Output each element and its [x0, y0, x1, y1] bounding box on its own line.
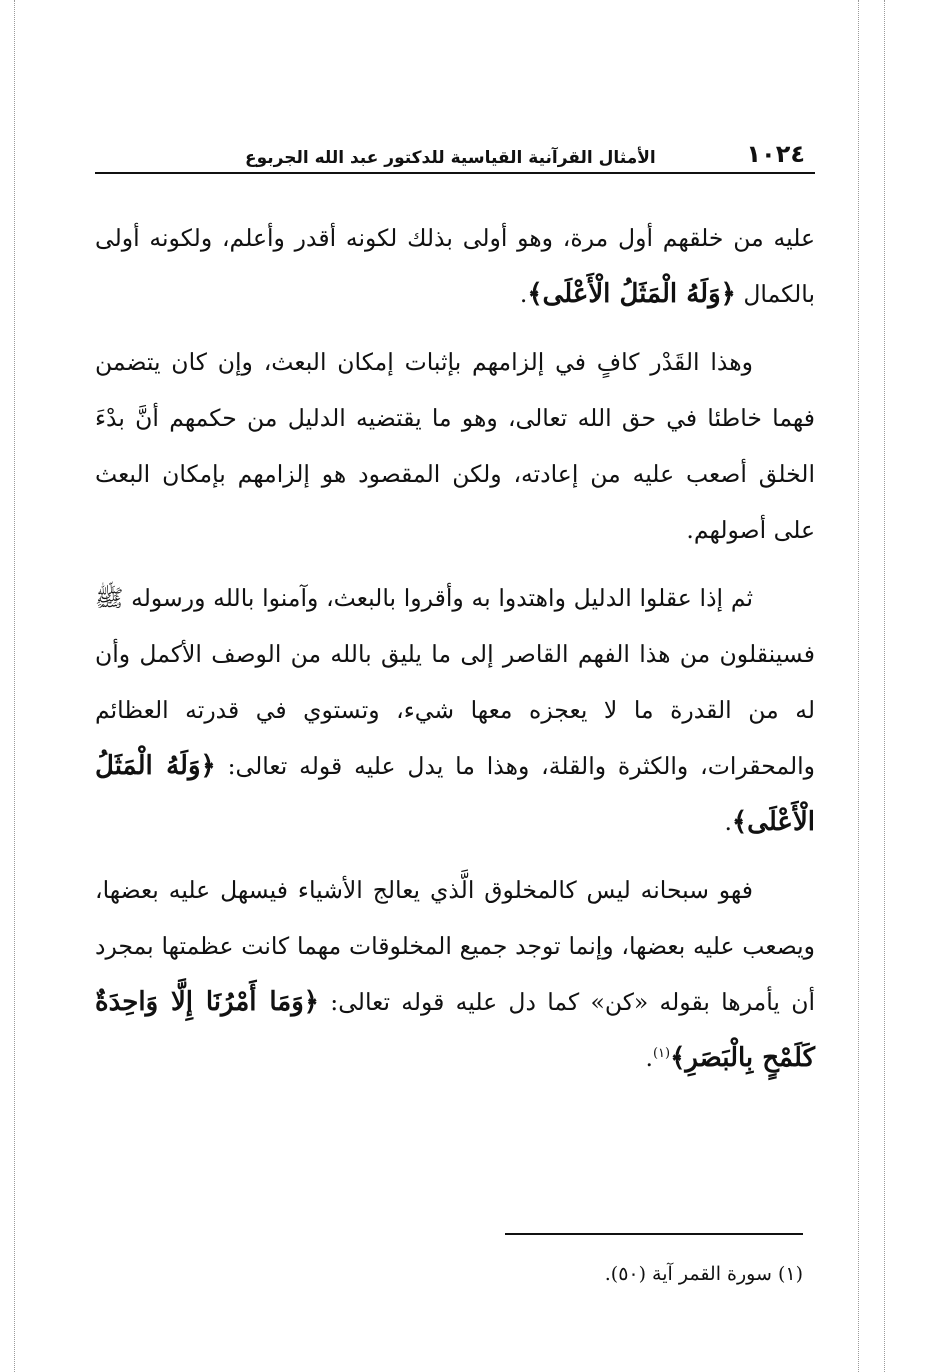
quran-verse: ﴿وَمَا أَمْرُنَا إِلَّا وَاحِدَةٌ كَلَمْحٍ بِالْبَصَرِ﴾: [95, 987, 815, 1073]
paragraph-text: وهذا القَدْر كافٍ في إلزامهم بإثبات إمكان البعث، وإن كان يتضمن فهما خاطئا في حق الله تعالى، وهو ما يقتضيه الدليل من حكمهم أنَّ بدْءَ الخلق أصعب عليه من إعادته، ولكن المقصود هو إلزامهم بإمكان البعث على أصولهم.: [95, 348, 815, 544]
paragraph-text: فهو سبحانه ليس كالمخلوق الَّذي يعالج الأشياء فيسهل عليه بعضها، ويصعب عليه بعضها، وإنما توجد جميع المخلوقات مهما كانت عظمتها بمجرد أن يأمرها بقوله «كن» كما دل عليه قوله تعالى:: [95, 876, 815, 1016]
paragraph-text: .: [645, 1044, 653, 1072]
scan-margin-dots-left: [14, 0, 15, 1372]
scan-margin-dots-right: [858, 0, 859, 1372]
paragraph-3: [95, 570, 815, 850]
paragraph-text: عليه من خلقهم أول مرة، وهو أولى بذلك لكونه أقدر وأعلم، ولكونه أولى بالكمال: [95, 224, 815, 308]
body-text: [95, 210, 815, 1098]
book-page: [95, 140, 815, 1320]
quran-verse: ﴿وَلَهُ الْمَثَلُ الْأَعْلَى﴾: [527, 279, 736, 309]
quran-verse: ﴿وَلَهُ الْمَثَلُ الْأَعْلَى﴾: [95, 751, 815, 837]
paragraph-text: .: [724, 808, 732, 836]
running-header: [95, 140, 815, 174]
footnote: (١) سورة القمر آية (٥٠).: [604, 1263, 803, 1285]
paragraph-text: ثم إذا عقلوا الدليل واهتدوا به وأقروا بالبعث، وآمنوا بالله ورسوله ﷺ فسينقلون من هذا الفهم القاصر إلى ما يليق بالله من الوصف الأكمل وأن له من القدرة ما لا يعجزه معها شيء، وتستوي في قدرته العظائم والمحقرات، والكثرة والقلة، وهذا ما يدل عليه قوله تعالى:: [95, 584, 815, 780]
paragraph-1: [95, 210, 815, 322]
scan-margin-dots-right-outer: [884, 0, 885, 1372]
footnote-separator: [505, 1233, 803, 1235]
book-title: الأمثال القرآنية القياسية للدكتور عبد الله الجربوع: [245, 148, 656, 168]
footnote-reference: (١): [652, 1046, 671, 1062]
paragraph-2: [95, 334, 815, 558]
paragraph-4: [95, 862, 815, 1086]
paragraph-text: .: [519, 280, 528, 308]
page-number: ١٠٢٤: [746, 140, 805, 168]
